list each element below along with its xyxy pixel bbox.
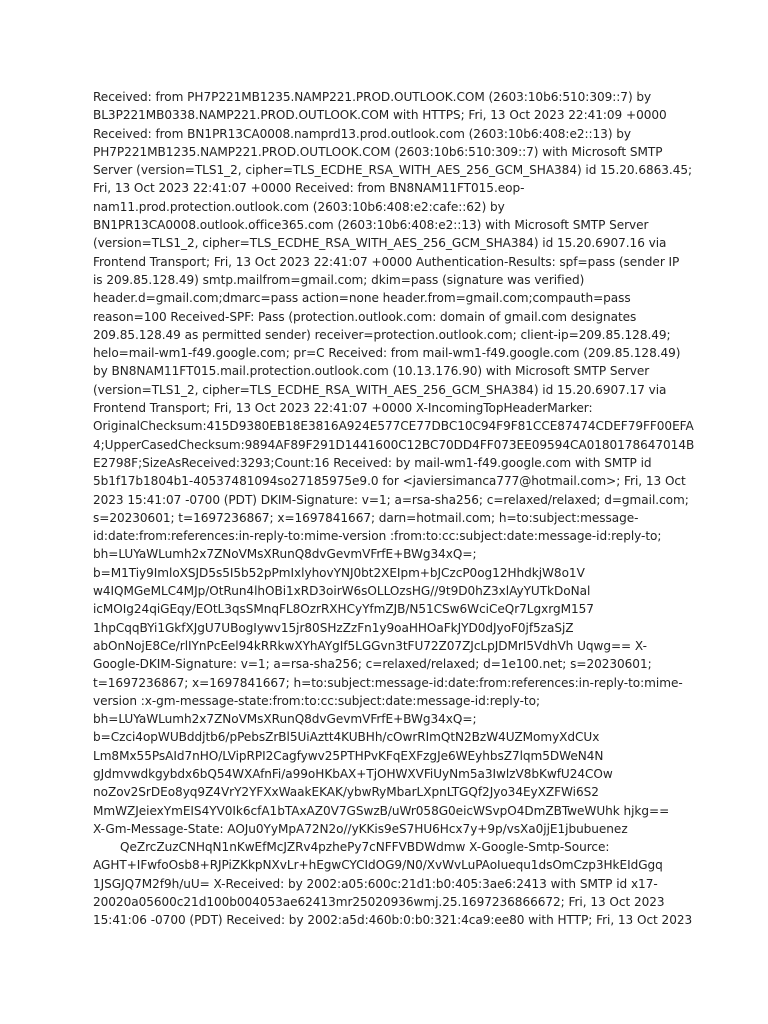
text-line: bh=LUYaWLumh2x7ZNoVMsXRunQ8dvGevmVFrfE+BWg34xQ=; <box>93 712 477 727</box>
text-line: w4IQMGeMLC4MJp/OtRun4lhOBi1xRD3oirW6sOLLOzsHG//9t9D0hZ3xlAyYUTkDoNal <box>93 584 591 599</box>
text-line: E2798F;SizeAsReceived:3293;Count:16 Received: by mail-wm1-f49.google.com with SMTP id <box>93 455 652 470</box>
text-line: (version=TLS1_2, cipher=TLS_ECDHE_RSA_WITH_AES_256_GCM_SHA384) id 15.20.6907.17 via <box>93 382 667 397</box>
text-line: is 209.85.128.49) smtp.mailfrom=gmail.com; dkim=pass (signature was verified) <box>93 272 585 287</box>
text-line: version :x-gm-message-state:from:to:cc:subject:date:message-id:reply-to; <box>93 693 540 708</box>
text-line: (version=TLS1_2, cipher=TLS_ECDHE_RSA_WITH_AES_256_GCM_SHA384) id 15.20.6907.16 via <box>93 236 667 251</box>
text-line: Server (version=TLS1_2, cipher=TLS_ECDHE_RSA_WITH_AES_256_GCM_SHA384) id 15.20.6863.45; <box>93 163 693 178</box>
text-line: s=20230601; t=1697236867; x=1697841667; darn=hotmail.com; h=to:subject:message- <box>93 510 639 525</box>
text-line: 4;UpperCasedChecksum:9894AF89F291D1441600C12BC70DD4FF073EE09594CA0180178647014B <box>93 437 695 452</box>
text-line: Google-DKIM-Signature: v=1; a=rsa-sha256; c=relaxed/relaxed; d=1e100.net; s=20230601; <box>93 657 652 672</box>
text-line: gJdmvwdkgybdx6bQ54WXAfnFi/a99oHKbAX+TjOHWXVFiUyNm5a3IwlzV8bKwfU24COw <box>93 766 613 781</box>
text-line: BN1PR13CA0008.outlook.office365.com (2603:10b6:408:e2::13) with Microsoft SMTP Server <box>93 218 649 233</box>
text-line: 209.85.128.49 as permitted sender) receiver=protection.outlook.com; client-ip=209.85.128.49; <box>93 327 671 342</box>
text-line: bh=LUYaWLumh2x7ZNoVMsXRunQ8dvGevmVFrfE+BWg34xQ=; <box>93 547 477 562</box>
text-line: PH7P221MB1235.NAMP221.PROD.OUTLOOK.COM (2603:10b6:510:309::7) with Microsoft SMTP <box>93 144 663 159</box>
text-line: 1JSGJQ7M2f9h/uU= X-Received: by 2002:a05:600c:21d1:b0:405:3ae6:2413 with SMTP id x17- <box>93 876 658 891</box>
text-line: t=1697236867; x=1697841667; h=to:subject:message-id:date:from:references:in-reply-to:mime- <box>93 675 683 690</box>
text-line: Lm8Mx55PsAId7nHO/LVipRPI2Cagfywv25PTHPvKFqEXFzgJe6WEyhbsZ7lqm5DWeN4N <box>93 748 604 763</box>
text-line: helo=mail-wm1-f49.google.com; pr=C Received: from mail-wm1-f49.google.com (209.85.128.49) <box>93 346 681 361</box>
text-line: abOnNojE8Ce/rlIYnPcEel94kRRkwXYhAYgIf5LGGvn3tFU72Z07ZJcLpJDMrI5VdhVh Uqwg== X- <box>93 638 647 653</box>
text-line: OriginalChecksum:415D9380EB18E3816A924E577CE77DBC10C94F9F81CCE87474CDEF79FF00EFA <box>93 419 694 434</box>
text-line: MmWZJeiexYmEIS4YV0Ik6cfA1bTAxAZ0V7GSwzB/uWr058G0eicWSvpO4DmZBTweWUhk hjkg== <box>93 803 670 818</box>
text-line: nam11.prod.protection.outlook.com (2603:10b6:408:e2:cafe::62) by <box>93 199 505 214</box>
text-line: 5b1f17b1804b1-40537481094so27185975e9.0 for <javiersimanca777@hotmail.com>; Fri, 13 Oct <box>93 474 686 489</box>
text-line: 15:41:06 -0700 (PDT) Received: by 2002:a5d:460b:0:b0:321:4ca9:ee80 with HTTP; Fri, 13 Oct 2023 <box>93 913 693 928</box>
text-line: reason=100 Received-SPF: Pass (protection.outlook.com: domain of gmail.com designates <box>93 309 637 324</box>
text-line: Frontend Transport; Fri, 13 Oct 2023 22:41:07 +0000 X-IncomingTopHeaderMarker: <box>93 401 593 416</box>
text-line: header.d=gmail.com;dmarc=pass action=none header.from=gmail.com;compauth=pass <box>93 291 631 306</box>
text-line: Received: from BN1PR13CA0008.namprd13.prod.outlook.com (2603:10b6:408:e2::13) by <box>93 126 632 141</box>
text-line: 20020a05600c21d100b004053ae62413mr25020936wmj.25.1697236866672; Fri, 13 Oct 2023 <box>93 895 665 910</box>
text-line: X-Gm-Message-State: AOJu0YyMpA72N2o//yKKis9eS7HU6Hcx7y+9p/vsXa0jjE1jbubuenez <box>93 821 628 836</box>
text-line: Received: from PH7P221MB1235.NAMP221.PROD.OUTLOOK.COM (2603:10b6:510:309::7) by <box>93 90 652 104</box>
email-header-text <box>93 88 695 930</box>
text-line: 1hpCqqBYi1GkfXJgU7UBogIywv15jr80SHzZzFn1y9oaHHOaFkJYD0dJyoF0jf5zaSjZ <box>93 620 574 635</box>
text-line: icMOIg24qiGEqy/EOtL3qsSMnqFL8OzrRXHCyYfmZJB/N51CSw6WciCeQr7LgxrgM157 <box>93 602 594 617</box>
text-line: by BN8NAM11FT015.mail.protection.outlook.com (10.13.176.90) with Microsoft SMTP Server <box>93 364 650 379</box>
text-line: b=M1Tiy9ImloXSJD5s5I5b52pPmIxlyhovYNJ0bt2XEIpm+bJCzcP0og12HhdkjW8o1V <box>93 565 585 580</box>
text-line: id:date:from:references:in-reply-to:mime-version :from:to:cc:subject:date:message-id:reply-to; <box>93 529 662 544</box>
text-line: 2023 15:41:07 -0700 (PDT) DKIM-Signature: v=1; a=rsa-sha256; c=relaxed/relaxed; d=gmail.com; <box>93 492 689 507</box>
text-line: b=Czci4opWUBddjtb6/pPebsZrBl5UiAztt4KUBHh/cOwrRImQtN2BzW4UZMomyXdCUx <box>93 730 600 745</box>
text-line: QeZrcZuzCNHqN1nKwEfMcJZRv4pzhePy7cNFFVBDWdmw X-Google-Smtp-Source: <box>120 840 610 855</box>
text-line: AGHT+IFwfoOsb8+RJPiZKkpNXvLr+hEgwCYCIdOG9/N0/XvWvLuPAoIuequ1dsOmCzp3HkEIdGgq <box>93 858 663 873</box>
text-line: noZov2SrDEo8yq9Z4VrY2YFXxWaakEKAK/ybwRyMbarLXpnLTGQf2Jyo34EyXZFWi6S2 <box>93 785 599 800</box>
text-line: Frontend Transport; Fri, 13 Oct 2023 22:41:07 +0000 Authentication-Results: spf=pass (sender IP <box>93 254 680 269</box>
text-line: Fri, 13 Oct 2023 22:41:07 +0000 Received: from BN8NAM11FT015.eop- <box>93 181 525 196</box>
text-line: BL3P221MB0338.NAMP221.PROD.OUTLOOK.COM with HTTPS; Fri, 13 Oct 2023 22:41:09 +0000 <box>93 108 667 123</box>
